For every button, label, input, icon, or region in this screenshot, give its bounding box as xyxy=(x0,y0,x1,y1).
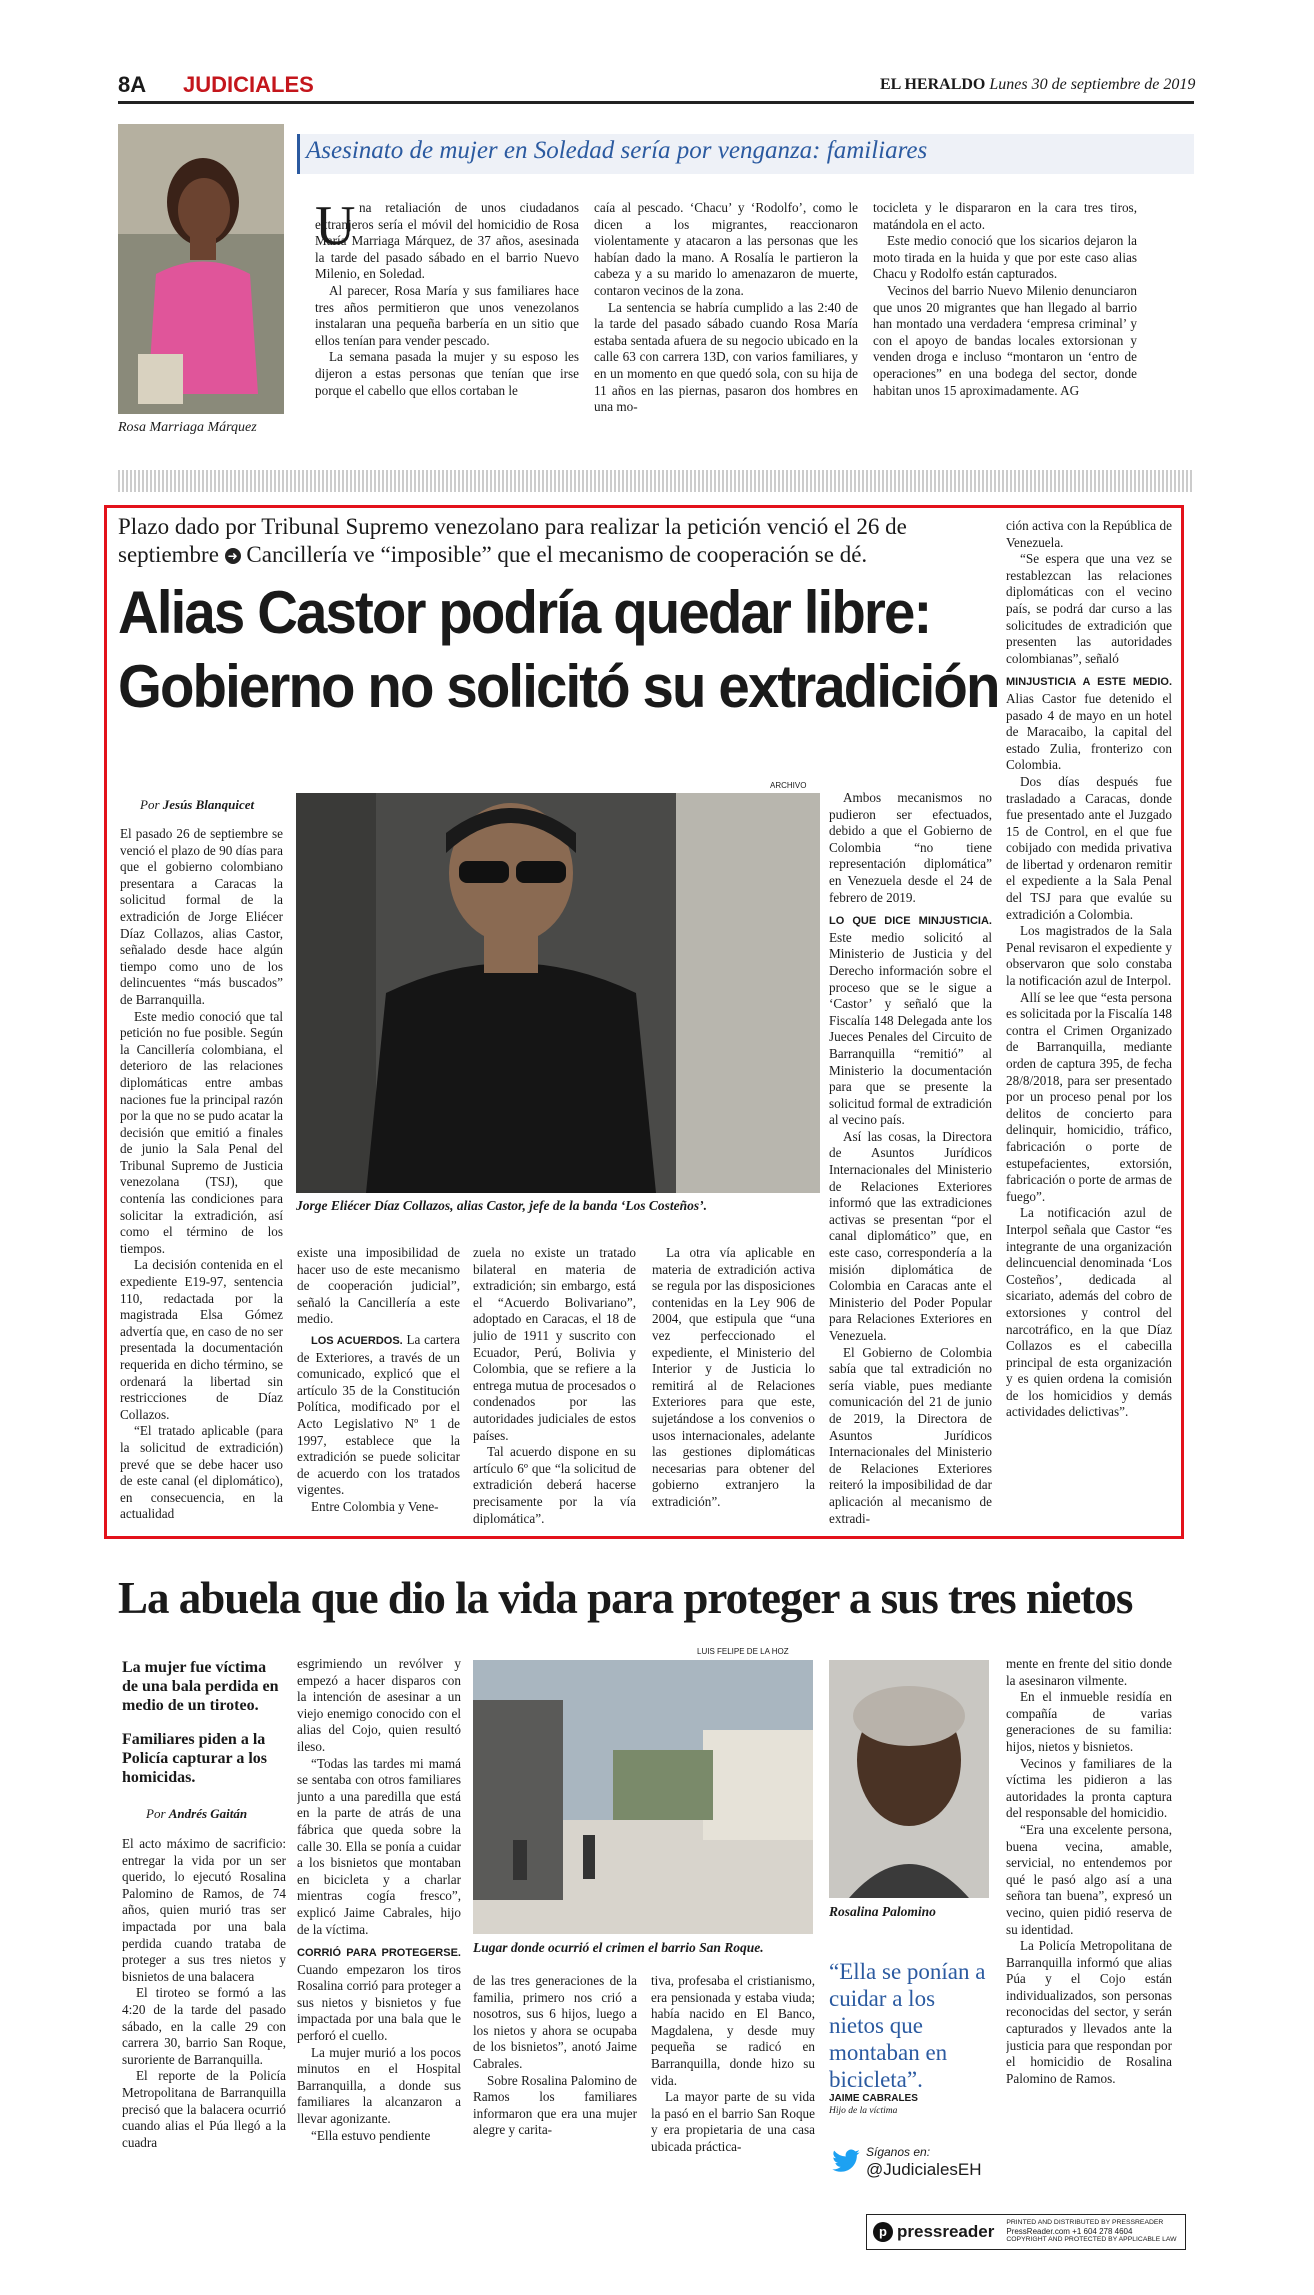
story3-p: La Policía Metropolitana de Barranquilla informó que alias Púa y el Cojo están individualizados, son personas reconocidas del sector, y serán capturados y llevados ante la justicia para que respondan por el homicidio de Rosalina Palomino de Ramos. xyxy=(1006,1938,1172,2086)
story3-col3 xyxy=(473,1973,637,2181)
pressreader-brand: pressreader xyxy=(897,2222,995,2241)
story1-col3 xyxy=(873,200,1137,420)
story2-p: “El tratado aplicable (para la solicitud de extradición) prevé que se debe hacer uso de este canal (el diplomático), en consecuencia, en la actualidad xyxy=(120,1423,283,1522)
story3-deck-1: La mujer fue víctima de una bala perdida en medio de un tiroteo. xyxy=(122,1659,279,1714)
story3-p: de las tres generaciones de la familia, primero nos crió a nosotros, sus 6 hijos, luego a los nietos y ahora se ocupaba de los bisnietos”, anotó Jaime Cabrales. xyxy=(473,1973,637,2071)
issue-date: Lunes 30 de septiembre de 2019 xyxy=(989,76,1196,93)
story2-p xyxy=(1006,673,1172,774)
subhead-minjusticia-medio: MINJUSTICIA A ESTE MEDIO. xyxy=(1006,676,1172,689)
story1-title: Asesinato de mujer en Soledad sería por venganza: familiares xyxy=(306,137,928,164)
scene-photo-credit: LUIS FELIPE DE LA HOZ xyxy=(697,1647,789,1656)
story2-p: “Se espera que una vez se restablezcan las relaciones diplomáticas con el vecino país, se podrá dar curso a las solicitudes de extradición que presenten las autoridades colombianas”, señaló xyxy=(1006,551,1172,666)
twitter-handle[interactable]: @JudicialesEH xyxy=(866,2160,982,2179)
portrait-photo xyxy=(829,1660,989,1898)
story1-p: caía al pescado. ‘Chacu’ y ‘Rodolfo’, como le dicen a los migrantes, reaccionaron violentamente y atacaron a las personas que les habían dado la mano. A Rosalía le partieron la cabeza y a su marido lo amenazaron de muerte, contaron vecinos de la zona. xyxy=(594,200,858,298)
story3-p xyxy=(297,1944,461,2045)
story2-col4 xyxy=(652,1245,815,1525)
story3-headline: La abuela que dio la vida para proteger a sus tres nietos xyxy=(118,1573,1133,1623)
story2-p: Allí se lee que “esta persona es solicitada por la Fiscalía 148 contra el Crimen Organizado de Barranquilla, mediante orden de captura 395, de fecha 28/8/2018, para ser presentado por un proceso penal por los delitos de concierto para delinquir, homicidio, tráfico, fabricación o porte de estupefacientes, extorsión, fabricación o porte de armas de fuego”. xyxy=(1006,989,1172,1204)
story1-p: La sentencia se habría cumplido a las 2:40 de la tarde del pasado sábado cuando Rosa María estaba sentada afuera de su negocio ubicado en la calle 63 con carrera 13D, con varios familiares, y en un momento en que quedó sola, con su hija de 11 años en las piernas, pasaron dos hombres en una mo- xyxy=(594,299,858,415)
story3-p: “Ella estuvo pendiente xyxy=(311,2127,431,2143)
story2-p xyxy=(297,1332,460,1499)
byline-name: Jesús Blanquicet xyxy=(162,797,255,812)
story1-col1 xyxy=(315,200,579,420)
story2-p: Entre Colombia y Vene- xyxy=(311,1498,439,1514)
story3-p: esgrimiendo un revólver y empezó a hacer disparos con la intención de asesinar a un viejo enemigo conocido con el alias del Cojo, quien resultó ileso. xyxy=(297,1656,461,1754)
twitter-icon xyxy=(829,2146,863,2176)
story3-deck-2: Familiares piden a la Policía capturar a los homicidas. xyxy=(122,1731,268,1786)
story2-p: Los magistrados de la Sala Penal revisaron el expediente y observaron que solo constaba la notificación azul de Interpol. xyxy=(1006,923,1172,989)
quote-author: JAIME CABRALES xyxy=(829,2093,918,2104)
story2-p: ción activa con la República de Venezuela. xyxy=(1006,518,1172,550)
story1-p: Al parecer, Rosa María y sus familiares hace tres años permitieron que unos venezolanos instalaran una pequeña barbería en un sitio que ellos tenían para vender pescado. xyxy=(315,282,579,348)
portrait-caption: Rosalina Palomino xyxy=(829,1904,936,1919)
twitter-label: Síganos en: xyxy=(866,2145,931,2159)
story1-p: na retaliación de unos ciudadanos extranjeros sería el móvil del homicidio de Rosa María Marriaga Márquez, de 37 años, asesinada la tarde del pasado sábado en el barrio Nuevo Milenio, en Soledad. xyxy=(315,200,579,282)
story2-p: Así las cosas, la Directora de Asuntos Jurídicos Internacionales del Ministerio de Relaciones Exteriores informó que las extradiciones activas se presentan “por el canal diplomático” que, en este caso, correspondería a la misión diplomática de Colombia en Caracas ante el Ministerio del Poder Popular para Relaciones Exteriores en Venezuela. xyxy=(829,1128,992,1343)
victim-photo xyxy=(118,124,284,414)
kicker-part-a: Plazo dado por Tribunal Supremo venezolano para realizar la petición venció el 26 de septiembre xyxy=(118,514,907,567)
story2-kicker xyxy=(118,513,978,569)
story3-p: La mujer murió a los pocos minutos en el Hospital Barranquilla, a donde sus familiares la alcanzaron a llevar agonizante. xyxy=(297,2044,461,2127)
section-title: JUDICIALES xyxy=(183,72,314,97)
paper-name: EL HERALDO xyxy=(880,76,986,93)
byline-name: Andrés Gaitán xyxy=(168,1806,248,1821)
story2-p: existe una imposibilidad de hacer uso de este mecanismo de cooperación judicial”, señaló la Cancillería a este medio. xyxy=(297,1245,460,1327)
story3-p: La mayor parte de su vida la pasó en el barrio San Roque y era propietaria de una casa ubicada práctica- xyxy=(651,2089,815,2154)
castor-photo-credit: ARCHIVO xyxy=(770,781,807,790)
story2-col3 xyxy=(473,1245,636,1525)
page-number: 8A xyxy=(118,72,147,97)
story2-p: Tal acuerdo dispone en su artículo 6º que “la solicitud de extradición deberá hacerse precisamente por la vía diplomática”. xyxy=(473,1444,636,1525)
divider xyxy=(118,470,1194,492)
story2-text: La cartera de Exteriores, a través de un comunicado, explicó que el artículo 35 de la Constitución Política, modificado por el Acto Legislativo Nº 1 de 1997, establece que la extradición se puede solicitar de acuerdo con los tratados vigentes. xyxy=(297,1331,460,1498)
byline-prefix: Por xyxy=(140,797,160,812)
story2-p: La notificación azul de Interpol señala que Castor “es integrante de una organización delincuencial denominada ‘Los Costeños’, dedicada al sicariato, además del cobro de extorsiones y control del narcotráfico, en la que Díaz Collazos es el cabecilla principal de esta organización y es quien ordena la comisión de los homicidios y demás actividades delictivas”. xyxy=(1006,1205,1172,1420)
story1-p: La semana pasada la mujer y su esposo les dijeron a estas personas que tenían que irse porque el cabello que ellos cortaban le xyxy=(315,349,579,398)
story3-col1 xyxy=(122,1836,286,2181)
story2-p: Ambos mecanismos no pudieron ser efectuados, debido a que el Gobierno de Colombia “no tiene representación diplomática” en Venezuela desde el 24 de febrero de 2019. xyxy=(829,790,992,905)
story2-p: Este medio conoció que tal petición no fue posible. Según la Cancillería colombiana, el deterioro de las relaciones diplomáticas entre ambas naciones fue la principal razón por la que no se pudo acatar la decisión que emitió a finales de junio la Sala Penal del Tribunal Supremo de Justicia venezolana (TSJ), que contenía las condiciones para solicitar la extradición, así como el término de los tiempos. xyxy=(120,1008,283,1256)
story2-p: zuela no existe un tratado bilateral en materia de extradición; sin embargo, está el “Acuerdo Bolivariano”, adoptado en Caracas, el 18 de julio de 1911 y suscrito con Ecuador, Perú, Bolivia y Colombia, que se refiere a la entrega mutua de procesados o condenados por las autoridades judiciales de estos países. xyxy=(473,1245,636,1443)
story3-col2 xyxy=(297,1656,461,2181)
story1-col2 xyxy=(594,200,858,420)
arrow-icon: ➜ xyxy=(225,548,241,564)
story2-text: Este medio solicitó al Ministerio de Justicia y del Derecho información sobre el proceso que se le sigue a ‘Castor’ y señaló que la Fiscalía 148 Delegada ante los Jueces Penales del Circuito de Barranquilla “remitió” al Ministerio la documentación para que se presente la solicitud formal de extradición al vecino país. xyxy=(829,929,992,1128)
story3-text: Cuando empezaron los tiros Rosalina corrió para proteger a sus nietos y bisnietos y fue impactada por una bala que le perforó el cuello. xyxy=(297,1961,461,2044)
story1-dropcap: U xyxy=(315,200,356,257)
story2-col1 xyxy=(120,826,283,1526)
footer-line: COPYRIGHT AND PROTECTED BY APPLICABLE LAW xyxy=(1006,2236,1177,2244)
story3-p: tiva, profesaba el cristianismo, era pensionada y estaba viuda; había nacido en El Banco, Magdalena, y desde muy pequeña se radicó en Barranquilla, donde hizo su vida. xyxy=(651,1973,815,2088)
story3-p: Sobre Rosalina Palomino de Ramos los familiares informaron que era una mujer alegre y carita- xyxy=(473,2072,637,2138)
pressreader-logo-icon: p xyxy=(873,2222,893,2242)
story3-p: El reporte de la Policía Metropolitana de Barranquilla precisó que la balacera ocurrió cuando alias el Púa llegó a la cuadra xyxy=(122,2068,286,2150)
pressreader-lines xyxy=(1006,2219,1176,2245)
scene-photo xyxy=(473,1660,813,1934)
subhead-minjusticia: LO QUE DICE MINJUSTICIA. xyxy=(829,915,992,928)
scene-photo-caption: Lugar donde ocurrió el crimen el barrio San Roque. xyxy=(473,1940,764,1955)
story2-p: La otra vía aplicable en materia de extradición activa se regula por las disposiciones contenidas en la Ley 906 de 2004, que estipula que “una vez perfeccionado el expediente, el Ministerio del Interior y de Justicia lo remitirá al de Relaciones Exteriores para que este, sujetándose a los convenios o usos internacionales, adelante las gestiones diplomáticas necesarias para obtener del gobierno extranjero la extradición”. xyxy=(652,1245,815,1509)
story3-col4 xyxy=(651,1973,815,2181)
story3-p: “Era una excelente persona, buena vecina, amable, servicial, no entendemos por qué le pasó algo así a una señora tan buena”, expresó un vecino, quien pidió reserva de su identidad. xyxy=(1006,1821,1172,1937)
story2-p xyxy=(829,912,992,1129)
story2-col2 xyxy=(297,1245,460,1525)
story3-p: Vecinos y familiares de la víctima les pidieron a las autoridades la pronta captura del responsable del homicidio. xyxy=(1006,1755,1172,1821)
story2-text: Alias Castor fue detenido el pasado 4 de mayo en un hotel de Maracaibo, la capital del estado Zulia, fronterizo con Colombia. xyxy=(1006,690,1172,773)
quote-role: Hijo de la víctima xyxy=(829,2106,898,2116)
story2-col5 xyxy=(829,790,992,1526)
subhead-acuerdos: LOS ACUERDOS. xyxy=(311,1334,403,1347)
story3-byline xyxy=(146,1806,247,1822)
story1-p: Vecinos del barrio Nuevo Milenio denunciaron que unos 20 migrantes que han llegado al barrio han montado una verdadera ‘empresa criminal’ y con el apoyo de bandas locales extorsionan y venden droga e incluso “montaron un ‘entro de operaciones” en una bodega del sector, donde habitan unos 15 aproximadamente. AG xyxy=(873,282,1137,398)
story2-byline xyxy=(140,797,254,813)
story1-p: Este medio conoció que los sicarios dejaron la moto tirada en la huida y que por este caso alias Chacu y Rodolfo están capturados. xyxy=(873,233,1137,282)
header-rule xyxy=(118,101,1194,104)
pull-quote: “Ella se ponían a cuidar a los nietos que montaban en bicicleta”. xyxy=(829,1959,986,2092)
victim-photo-caption: Rosa Marriaga Márquez xyxy=(118,420,257,435)
masthead-label xyxy=(880,76,1195,94)
subhead-corrio: CORRIÓ PARA PROTEGERSE. xyxy=(297,1947,461,1960)
story2-p: La decisión contenida en el expediente E19-97, sentencia 110, redactada por la magistrada Elsa Gómez advertía que, en caso de no ser presentada la documentación requerida en dicho término, se ordenará la libertad sin restricciones de Díaz Collazos. xyxy=(120,1257,283,1422)
story3-p: El tiroteo se formó a las 4:20 de la tarde del pasado sábado, en la calle 29 con carrera 30, barrio San Roque, suroriente de Barranquilla. xyxy=(122,1985,286,2067)
castor-photo xyxy=(296,793,820,1193)
headline-line-2: Gobierno no solicitó su extradición xyxy=(118,653,999,720)
story2-col6 xyxy=(1006,518,1172,1526)
story3-p: El acto máximo de sacrificio: entregar la vida por un ser querido, lo ejecutó Rosalina Palomino de Ramos, de 74 años, quien murió tras ser impactada por una bala perdida cuando trataba de proteger a sus tres nietos y bisnietos de una balacera xyxy=(122,1836,286,1984)
story3-p: mente en frente del sitio donde la asesinaron vilmente. xyxy=(1006,1656,1172,1688)
footer-line: PressReader.com +1 604 278 4604 xyxy=(1006,2226,1133,2236)
story2-p: El pasado 26 de septiembre se venció el plazo de 90 días para que el gobierno colombiano presentara a Caracas la solicitud formal de la extradición de Jorge Eliécer Díaz Collazos, alias Castor, señalado desde hace algún tiempo como uno de los delincuentes “más buscados” de Barranquilla. xyxy=(120,826,283,1007)
story3-p: “Todas las tardes mi mamá se sentaba con otros familiares junto a una paredilla que está en la parte de atrás de una fábrica que queda sobre la calle 30. Ella se ponía a cuidar a los bisnietos que montaban en bicicleta y a charlar mientras cogía fresco”, explicó Jaime Cabrales, hijo de la víctima. xyxy=(297,1755,461,1937)
story2-headline xyxy=(118,576,999,724)
castor-photo-caption: Jorge Eliécer Díaz Collazos, alias Castor, jefe de la banda ‘Los Costeños’. xyxy=(296,1198,708,1213)
story2-p: Dos días después fue trasladado a Caracas, donde fue presentado ante el Juzgado 15 de Control, en el que fue cobijado con medida privativa de libertad y ordenaron remitir el expediente a la Sala Penal del TSJ para que evalúe su extradición a Colombia. xyxy=(1006,773,1172,922)
story2-p: El Gobierno de Colombia sabía que tal extradición no sería viable, pues mediante comunicación del 21 de junio de 2019, la Directora de Asuntos Jurídicos Internacionales del Ministerio de Relaciones Exteriores reiteró la imposibilidad de dar aplicación al mecanismo de extradi- xyxy=(829,1344,992,1526)
story3-col5 xyxy=(1006,1656,1172,2176)
story1-p: tocicleta y le dispararon en la cara tres tiros, matándola en el acto. xyxy=(873,200,1137,232)
footer-line: PRINTED AND DISTRIBUTED BY PRESSREADER xyxy=(1006,2219,1164,2227)
story3-p: En el inmueble residía en compañía de varias generaciones de su familia: hijos, nietos y bisnietos. xyxy=(1006,1689,1172,1754)
kicker-part-b: Cancillería ve “imposible” que el mecanismo de cooperación se dé. xyxy=(246,542,868,567)
pressreader-badge[interactable] xyxy=(866,2214,1186,2250)
headline-line-1: Alias Castor podría quedar libre: xyxy=(118,579,931,646)
byline-prefix: Por xyxy=(146,1806,166,1821)
